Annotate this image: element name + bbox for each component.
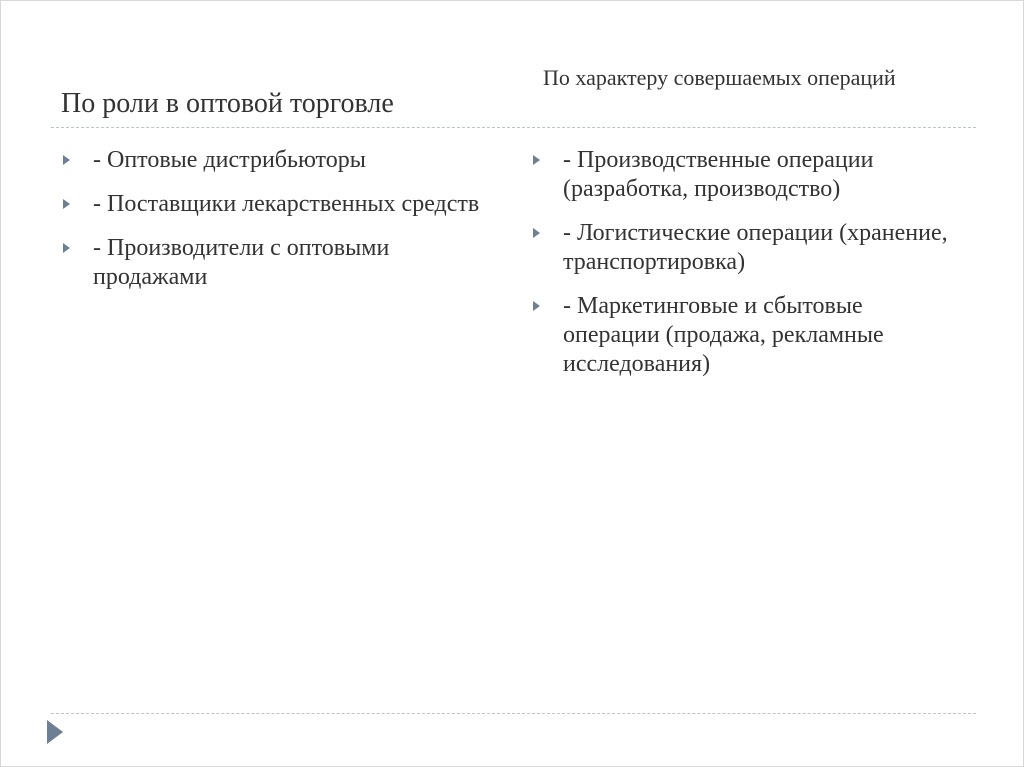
next-slide-arrow-icon[interactable] (47, 720, 63, 744)
list-item (61, 190, 481, 219)
triangle-bullet-icon (533, 155, 540, 165)
triangle-bullet-icon (63, 199, 70, 209)
list-item-text: - Оптовые дистрибьюторы (93, 147, 366, 173)
list-item (61, 146, 481, 175)
list-item-text: - Маркетинговые и сбытовые операции (продажа, рекламные исследования) (563, 293, 884, 377)
list-item-text: - Производственные операции (разработка, производство) (563, 147, 874, 202)
left-column-heading: По роли в оптовой торговле (61, 88, 394, 119)
triangle-bullet-icon (533, 301, 540, 311)
list-item (531, 219, 961, 277)
triangle-bullet-icon (63, 243, 70, 253)
top-divider (51, 127, 976, 128)
list-item-text: - Логистические операции (хранение, транспортировка) (563, 220, 948, 275)
bottom-divider (51, 713, 976, 714)
triangle-bullet-icon (63, 155, 70, 165)
triangle-bullet-icon (533, 228, 540, 238)
list-item-text: - Поставщики лекарственных средств (93, 191, 480, 217)
right-bullet-list (531, 146, 961, 394)
list-item-text: - Производители с оптовыми продажами (93, 235, 390, 290)
list-item (61, 234, 481, 292)
list-item (531, 146, 961, 204)
left-bullet-list (61, 146, 481, 307)
list-item (531, 292, 961, 379)
right-column-heading: По характеру совершаемых операций (543, 65, 896, 90)
